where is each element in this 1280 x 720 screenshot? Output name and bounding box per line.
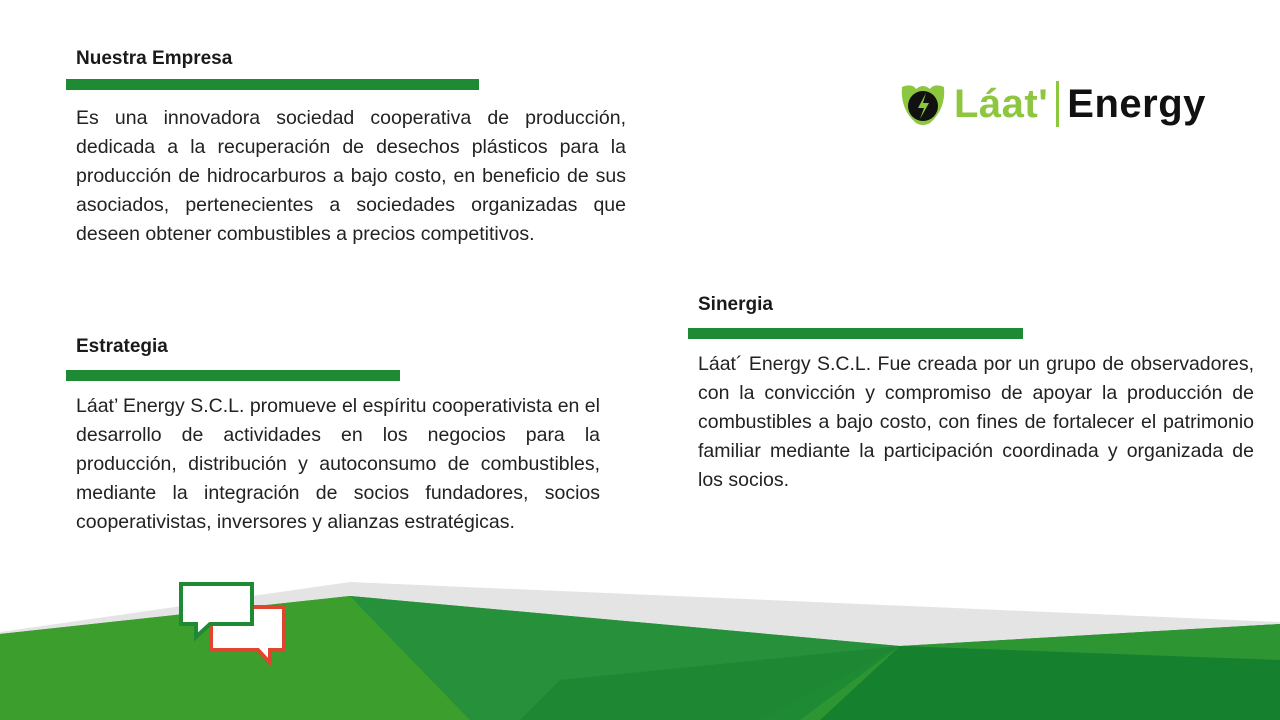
leaf-lightning-icon [898,79,948,129]
logo-divider [1056,81,1059,127]
sinergia-body: Láat´ Energy S.C.L. Fue creada por un grupo de observadores, con la convicción y compromiso de apoyar la producción de combustibles a bajo costo, con fines de fortalecer el patrimonio familiar mediante la participación coordinada y organizada de los socios. [698,353,1254,491]
chat-bubbles-icon [178,580,290,666]
estrategia-title: Estrategia [76,336,168,357]
sinergia-title-bar [688,328,1023,339]
estrategia-title-bar [66,370,400,381]
estrategia-body: Láat’ Energy S.C.L. promueve el espíritu cooperativista en el desarrollo de actividades en los negocios para la producción, distribución y autoconsumo de combustibles, mediante la integración de socios fundadores, socios cooperativistas, inversores y alianzas estratégicas. [76,395,600,533]
empresa-body: Es una innovadora sociedad cooperativa de producción, dedicada a la recuperación de desechos plásticos para la producción de hidrocarburos a bajo costo, en beneficio de sus asociados, pertenecientes a sociedades organizadas que deseen obtener combustibles a precios competitivos. [76,107,626,245]
sinergia-title: Sinergia [698,294,773,315]
logo-text-energy: Energy [1067,81,1206,126]
empresa-title: Nuestra Empresa [76,48,233,69]
empresa-title-bar [66,79,479,90]
laat-energy-logo [898,78,1206,130]
logo-text-laat: Láat' [954,81,1049,126]
